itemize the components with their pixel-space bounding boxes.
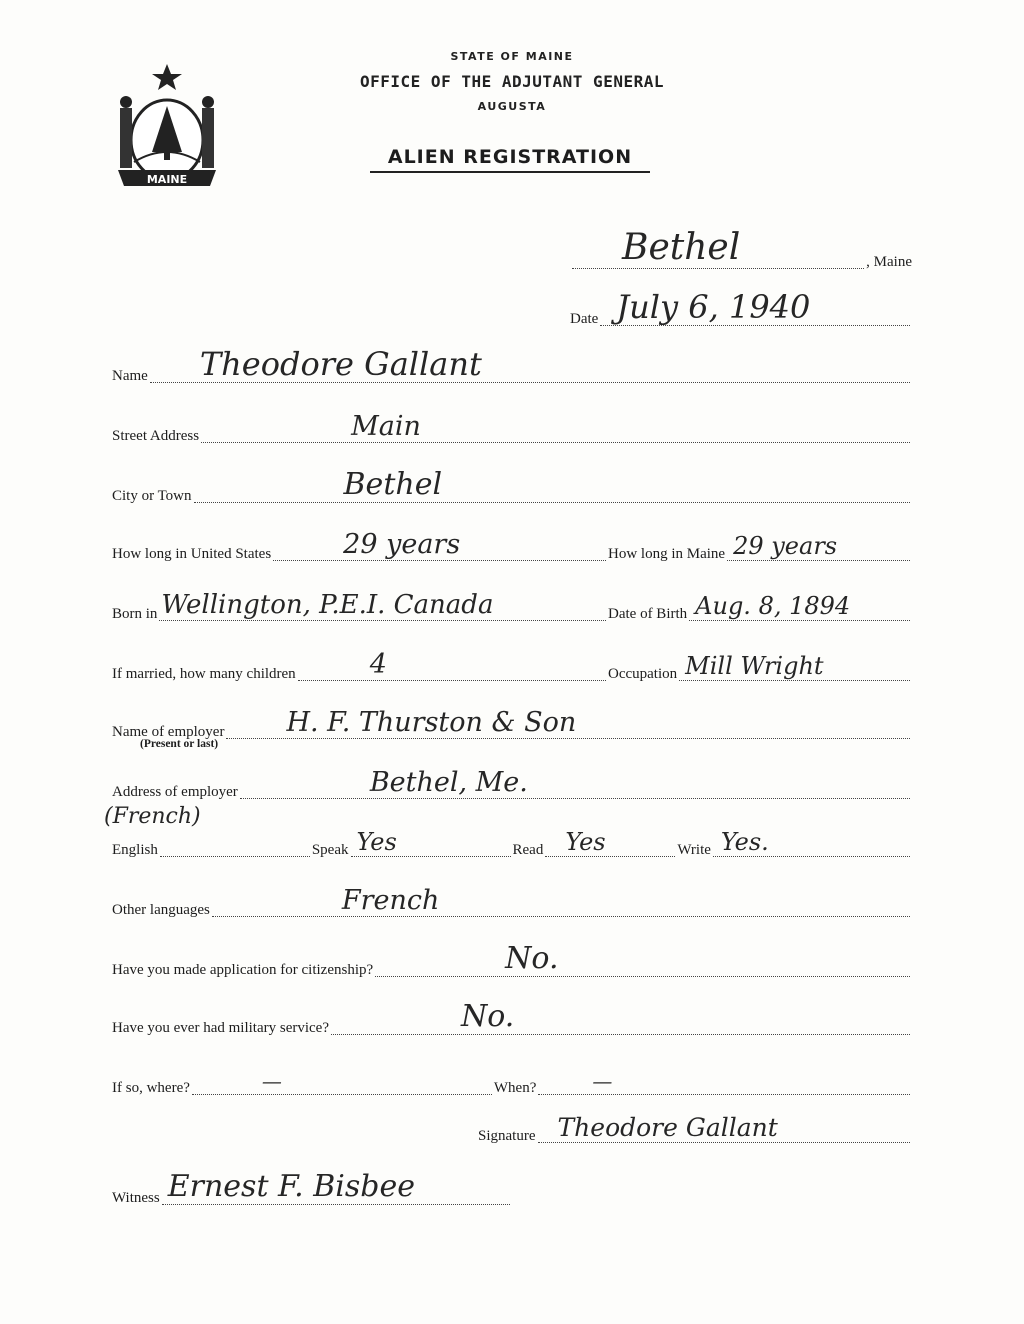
read-label: Read — [512, 842, 544, 858]
other-languages-row — [112, 885, 912, 920]
street-label: Street Address — [112, 428, 200, 444]
dob-row — [608, 592, 912, 624]
english-label: English — [112, 842, 158, 858]
other-languages-label: Other languages — [112, 902, 210, 918]
employer-value: H. F. Thurston & Son — [286, 707, 577, 738]
dob-label: Date of Birth — [608, 606, 688, 622]
employer-address-label: Address of employer — [112, 784, 238, 800]
city-label: City or Town — [112, 488, 192, 504]
military-label: Have you ever had military service? — [112, 1020, 329, 1036]
english-row — [112, 828, 912, 860]
where-when-row — [112, 1069, 912, 1098]
citizenship-label: Have you made application for citizenship? — [112, 962, 374, 978]
employer-row — [112, 707, 912, 742]
how-long-maine-row — [608, 532, 912, 564]
name-value: Theodore Gallant — [199, 345, 482, 383]
when-label: When? — [493, 1080, 537, 1096]
seal-banner-text: MAINE — [146, 173, 188, 186]
write-value: Yes. — [720, 828, 769, 856]
english-note: (French) — [104, 804, 201, 829]
street-value: Main — [351, 411, 421, 442]
town-row — [570, 227, 912, 272]
signature-value: Theodore Gallant — [557, 1113, 778, 1142]
witness-label: Witness — [112, 1190, 160, 1206]
city-row — [112, 467, 912, 506]
date-label: Date — [570, 311, 599, 327]
date-row — [570, 288, 912, 329]
military-value: No. — [461, 999, 515, 1034]
header-city: AUGUSTA — [477, 100, 547, 113]
employer-sublabel: (Present or last) — [140, 738, 219, 750]
read-value: Yes — [565, 828, 606, 856]
header-office: OFFICE OF THE ADJUTANT GENERAL — [360, 72, 664, 91]
employer-address-value: Bethel, Me. — [369, 767, 528, 798]
signature-row — [478, 1113, 912, 1146]
employer-label: Name of employer — [112, 724, 225, 740]
header-state: STATE OF MAINE — [450, 50, 574, 63]
name-row — [112, 345, 912, 386]
how-long-maine-value: 29 years — [733, 532, 838, 560]
speak-value: Yes — [356, 828, 397, 856]
how-long-maine-label: How long in Maine — [608, 546, 726, 562]
citizenship-value: No. — [505, 941, 559, 976]
write-label: Write — [677, 842, 711, 858]
occupation-value: Mill Wright — [685, 652, 824, 680]
street-row — [112, 411, 912, 446]
city-value: Bethel — [343, 467, 443, 502]
witness-value: Ernest F. Bisbee — [167, 1169, 415, 1204]
born-in-row — [112, 590, 608, 624]
town-value: Bethel — [622, 227, 741, 268]
how-long-us-label: How long in United States — [112, 546, 272, 562]
military-row — [112, 999, 912, 1038]
born-in-value: Wellington, P.E.I. Canada — [161, 590, 494, 620]
children-value: 4 — [369, 649, 387, 680]
occupation-row — [608, 652, 912, 684]
form-title: ALIEN REGISTRATION — [370, 146, 650, 173]
signature-label: Signature — [478, 1128, 536, 1144]
occupation-label: Occupation — [608, 666, 678, 682]
witness-row — [112, 1169, 512, 1208]
where-label: If so, where? — [112, 1080, 190, 1096]
children-row — [112, 649, 608, 684]
town-suffix: , Maine — [866, 254, 912, 270]
how-long-us-value: 29 years — [343, 529, 461, 560]
born-in-label: Born in — [112, 606, 158, 622]
when-value: — — [592, 1069, 613, 1093]
date-value: July 6, 1940 — [616, 288, 811, 326]
name-label: Name — [112, 368, 148, 384]
dob-value: Aug. 8, 1894 — [695, 592, 851, 620]
citizenship-row — [112, 941, 912, 980]
how-long-us-row — [112, 529, 608, 564]
employer-address-row — [112, 767, 912, 802]
speak-label: Speak — [311, 842, 349, 858]
where-value: — — [261, 1069, 282, 1093]
other-languages-value: French — [341, 885, 440, 916]
children-label: If married, how many children — [112, 666, 296, 682]
